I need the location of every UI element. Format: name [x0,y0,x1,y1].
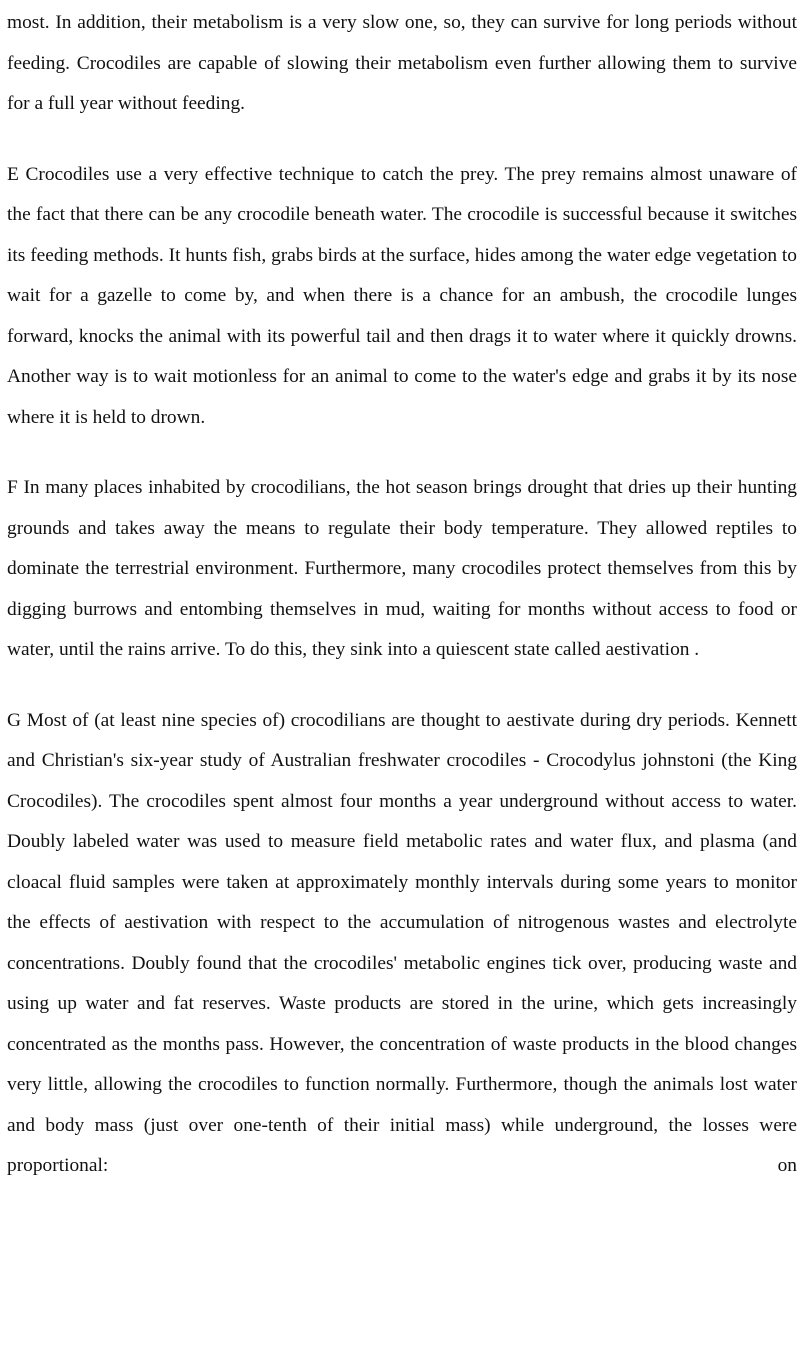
paragraph-e: E Crocodiles use a very effective technique to catch the prey. The prey remains almost unaware of the fact that there can be any crocodile beneath water. The crocodile is successful because it switches its feeding methods. It hunts fish, grabs birds at the surface, hides among the water edge vegetation to wait for a gazelle to come by, and when there is a chance for an ambush, the crocodile lunges forward, knocks the animal with its powerful tail and then drags it to water where it quickly drowns. Another way is to wait motionless for an animal to come to the water's edge and grabs it by its nose where it is held to drown. [7,163,797,428]
paragraph-gap [7,438,797,468]
paragraph-gap [7,125,797,155]
paragraph-continued: most. In addition, their metabolism is a very slow one, so, they can survive for long periods without feeding. Crocodiles are capable of slowing their metabolism even further allowing them to survive for a full year without feeding. [7,12,797,114]
paragraph-g: G Most of (at least nine species of) crocodilians are thought to aestivate during dry periods. Kennett and Christian's six-year study of Australian freshwater crocodiles - Crocodylus johnstoni (the King Crocodiles). The crocodiles spent almost four months a year underground without access to water. Doubly labeled water was used to measure field metabolic rates and water flux, and plasma (and cloacal fluid samples were taken at approximately monthly intervals during some years to monitor the effects of aestivation with respect to the accumulation of nitrogenous wastes and electrolyte concentrations. Doubly found that the crocodiles' metabolic engines tick over, producing waste and using up water and fat reserves. Waste products are stored in the urine, which gets increasingly concentrated as the months pass. However, the concentration of waste products in the blood changes very little, allowing the crocodiles to function normally. Furthermore, though the animals lost water and body mass (just over one-tenth of their initial mass) while underground, the losses were proportional: on [7,709,797,1176]
paragraph-gap [7,671,797,701]
paragraph-f: F In many places inhabited by crocodilians, the hot season brings drought that dries up their hunting grounds and takes away the means to regulate their body temperature. They allowed reptiles to dominate the terrestrial environment. Furthermore, many crocodiles protect themselves from this by digging burrows and entombing themselves in mud, waiting for months without access to food or water, until the rains arrive. To do this, they sink into a quiescent state called aestivation . [7,477,797,660]
document-page [7,0,797,1187]
